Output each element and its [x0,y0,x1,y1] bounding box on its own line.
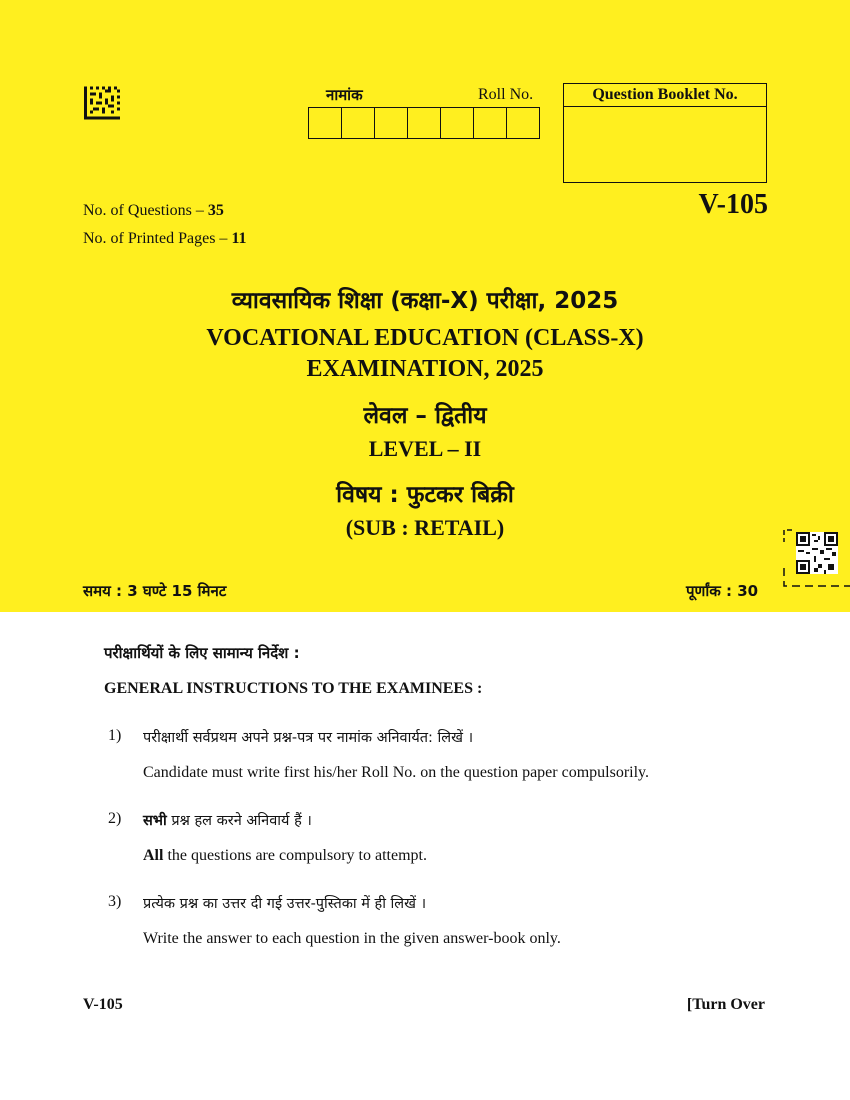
total-marks: पूर्णांक : 30 [686,582,759,600]
num-questions-value: 35 [207,202,224,219]
instruction-number: 1) [108,727,122,744]
roll-number-boxes[interactable] [308,107,540,139]
level-english: LEVEL – II [368,436,482,461]
roll-digit-box[interactable] [309,108,342,138]
instruction-english [143,847,427,865]
instruction-english-emphasis: All [143,847,164,864]
question-booklet-box [563,83,767,183]
qr-code-frame [782,528,850,590]
title-hindi: व्यावसायिक शिक्षा (कक्षा-X) परीक्षा, 2025 [231,288,619,314]
instruction-hindi-rest: प्रश्न हल करने अनिवार्य हैं । [166,813,312,829]
subject-hindi: विषय : फुटकर बिक्री [336,482,514,508]
subject-english: (SUB : RETAIL) [345,515,505,540]
turn-over-label: [Turn Over [686,996,765,1013]
qr-code [796,532,838,574]
roll-digit-box[interactable] [408,108,441,138]
level-hindi: लेवल – द्वितीय [363,403,487,429]
num-questions-label: No. of Questions – [83,202,204,219]
num-pages-label: No. of Printed Pages – [83,230,228,247]
roll-digit-box[interactable] [342,108,375,138]
num-pages-value: 11 [231,230,247,247]
title-english-line1: VOCATIONAL EDUCATION (CLASS-X) [206,325,644,351]
instruction-hindi: प्रत्येक प्रश्न का उत्तर दी गई उत्तर-पुस्तिका में ही लिखें । [143,896,427,912]
paper-code: V-105 [698,189,768,220]
roll-digit-box[interactable] [507,108,539,138]
roll-digit-box[interactable] [375,108,408,138]
roll-label-english: Roll No. [478,86,534,103]
instruction-number: 3) [108,893,122,910]
num-pages-line [83,230,247,248]
roll-digit-box[interactable] [474,108,507,138]
instruction-number: 2) [108,810,122,827]
instruction-english: Write the answer to each question in the given answer-book only. [143,930,561,947]
instruction-hindi-emphasis: सभी [143,813,167,829]
booklet-label: Question Booklet No. [564,84,766,107]
instruction-english-rest: the questions are compulsory to attempt. [163,847,427,864]
time-allowed: समय : 3 घण्टे 15 मिनट [83,582,227,600]
instruction-english: Candidate must write first his/her Roll No. on the question paper compulsorily. [143,764,649,781]
instruction-hindi [143,810,312,830]
datamatrix-code [84,86,120,120]
instruction-hindi: परीक्षार्थी सर्वप्रथम अपने प्रश्न-पत्र पर नामांक अनिवार्यत: लिखें । [143,730,474,746]
roll-digit-box[interactable] [441,108,474,138]
roll-label-hindi: नामांक [326,86,363,104]
instructions-heading-hindi: परीक्षार्थियों के लिए सामान्य निर्देश : [104,644,300,662]
instructions-heading-english: GENERAL INSTRUCTIONS TO THE EXAMINEES : [104,680,483,697]
footer-paper-code: V-105 [83,996,123,1013]
num-questions-line [83,202,224,220]
title-english-line2: EXAMINATION, 2025 [306,356,544,382]
